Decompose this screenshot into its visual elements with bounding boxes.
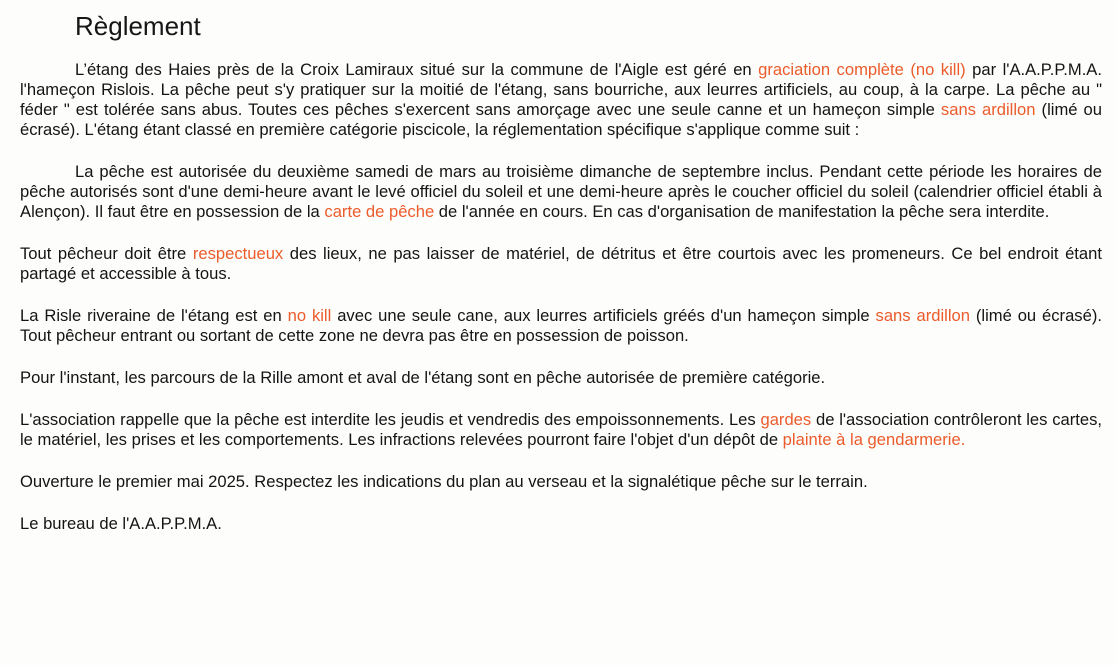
paragraph-text: La Risle riveraine de l'étang est en bbox=[20, 306, 288, 325]
paragraph-text: Ouverture le premier mai 2025. Respectez les indications du plan au verseau et la signalétique pêche sur le terrain. bbox=[20, 472, 868, 491]
paragraph bbox=[20, 472, 1102, 492]
highlighted-text: respectueux bbox=[192, 244, 284, 263]
paragraph-text: L'association rappelle que la pêche est interdite les jeudis et vendredis des empoissonnements. Les bbox=[20, 410, 761, 429]
paragraph bbox=[20, 244, 1102, 284]
paragraph-text: (limé ou écrasé). Tout pêcheur entrant ou sortant de cette zone ne devra pas être en possession de poisson. bbox=[20, 306, 1102, 345]
paragraph-text: Le bureau de l'A.A.P.P.M.A. bbox=[20, 514, 222, 533]
paragraph-text: Pour l'instant, les parcours de la Rille amont et aval de l'étang sont en pêche autorisée de première catégorie. bbox=[20, 368, 826, 387]
document-body bbox=[20, 60, 1102, 534]
paragraph-text: Tout pêcheur doit être bbox=[20, 244, 193, 263]
paragraph-text: de l'année en cours. En cas d'organisation de manifestation la pêche sera interdite. bbox=[434, 202, 1050, 221]
page-title: Règlement bbox=[75, 11, 201, 41]
paragraph bbox=[20, 162, 1102, 222]
highlighted-text: plainte à la gendarmerie. bbox=[782, 430, 966, 449]
paragraph bbox=[20, 368, 1102, 388]
paragraph-text: (limé ou écrasé). L'étang étant classé en première catégorie piscicole, la réglementation spécifique s'applique comme suit : bbox=[20, 100, 1102, 139]
highlighted-text: carte de pêche bbox=[324, 202, 435, 221]
highlighted-text: sans ardillon bbox=[875, 306, 970, 325]
paragraph bbox=[20, 306, 1102, 346]
highlighted-text: sans ardillon bbox=[940, 100, 1036, 119]
paragraph-text: La pêche est autorisée du deuxième samedi de mars au troisième dimanche de septembre inclus. Pendant cette période les horaires de pêche autorisés sont d'une demi-heure avant le levé officiel du soleil et une demi-heure après le coucher officiel du soleil (calendrier officiel établi à Alençon). Il faut être en possession de la bbox=[20, 162, 1102, 221]
highlighted-text: no kill bbox=[287, 306, 332, 325]
paragraph bbox=[20, 514, 1102, 534]
paragraph-text: avec une seule cane, aux leurres artificiels gréés d'un hameçon simple bbox=[331, 306, 876, 325]
paragraph bbox=[20, 60, 1102, 140]
paragraph-text: L’étang des Haies près de la Croix Lamiraux situé sur la commune de l'Aigle est géré en bbox=[75, 60, 759, 79]
paragraph-text: des lieux, ne pas laisser de matériel, de détritus et être courtois avec les promeneurs. Ce bel endroit étant partagé et accessible à tous. bbox=[20, 244, 1102, 283]
highlighted-text: graciation complète (no kill) bbox=[758, 60, 966, 79]
highlighted-text: gardes bbox=[760, 410, 812, 429]
paragraph-text: par l'A.A.P.P.M.A. l'hameçon Rislois. La pêche peut s'y pratiquer sur la moitié de l'étang, sans bourriche, aux leurres artificiels, au coup, à la carpe. La pêche au " féder " est tolérée sans abus. Toutes ces pêches s'exercent sans amorçage avec une seule canne et un hameçon simple bbox=[20, 60, 1102, 119]
paragraph-text: de l'association contrôleront les cartes, le matériel, les prises et les comportements. Les infractions relevées pourront faire l'objet d'un dépôt de bbox=[20, 410, 1102, 449]
paragraph bbox=[20, 410, 1102, 450]
